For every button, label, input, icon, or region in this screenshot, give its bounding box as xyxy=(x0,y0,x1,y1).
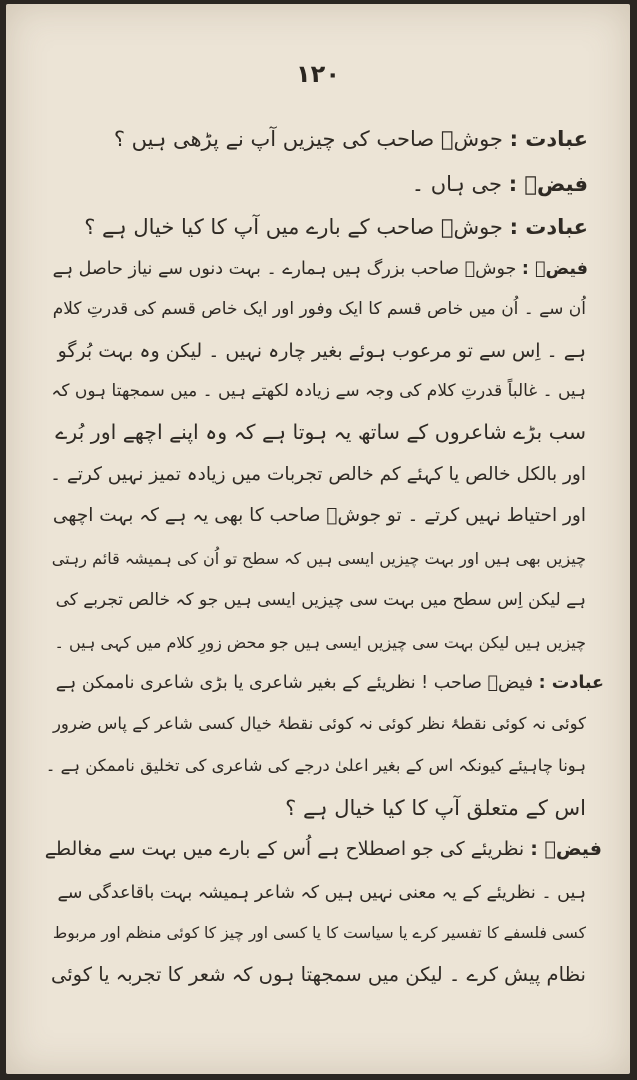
text-line xyxy=(53,254,588,284)
speaker-label: عبادت : xyxy=(509,127,588,151)
text-line xyxy=(412,169,588,199)
text-line xyxy=(84,212,588,242)
text-line xyxy=(55,417,586,447)
line-text: جوشؔ صاحب کے بارے میں آپ کا کیا خیال ہے ؟ xyxy=(84,215,510,239)
page-number: ۱۲۰ xyxy=(296,60,340,88)
text-line xyxy=(57,878,586,908)
speaker-label: فیضؔ : xyxy=(530,838,602,860)
text-body xyxy=(6,4,630,1074)
line-text: ہیں ۔ غالباً قدرتِ کلام کی وجہ سے زیادہ لکھتے ہیں ۔ میں سمجھتا ہوں کہ xyxy=(51,381,586,401)
text-line xyxy=(53,294,586,324)
text-line xyxy=(53,709,586,739)
text-line xyxy=(114,124,588,154)
speaker-label: فیضؔ : xyxy=(508,172,588,196)
line-text: چیزیں ہیں لیکن بہت سی چیزیں ایسی ہیں جو محض زورِ کلام میں کہی ہیں ۔ xyxy=(54,633,586,652)
line-text: نظام پیش کرے ۔ لیکن میں سمجھتا ہوں کہ شعر کا تجربہ یا کوئی xyxy=(50,963,586,986)
book-page xyxy=(6,4,630,1074)
text-line xyxy=(52,544,586,574)
text-line xyxy=(56,585,586,615)
line-text: کسی فلسفے کا تفسیر کرے یا سیاست کا یا کسی اور چیز کا کوئی منظم اور مربوط xyxy=(52,924,586,942)
line-text: جی ہاں ۔ xyxy=(411,172,509,196)
text-line xyxy=(51,960,586,990)
line-text: اُن سے ۔ اُن میں خاص قسم کا ایک وفور اور ایک خاص قسم کی قدرتِ کلام xyxy=(52,299,586,319)
line-text: جوشؔ صاحب کی چیزیں آپ نے پڑھی ہیں ؟ xyxy=(113,127,510,151)
line-text: اور احتیاط نہیں کرتے ۔ تو جوشؔ صاحب کا بھی یہ ہے کہ بہت اچھی xyxy=(52,505,586,526)
line-text: سب بڑے شاعروں کے ساتھ یہ ہوتا ہے کہ وہ اپنے اچھے اور بُرے xyxy=(55,420,586,444)
text-line xyxy=(53,501,586,531)
line-text: نظریئے کی جو اصطلاح ہے اُس کے بارے میں بہت سے مغالطے xyxy=(44,838,531,860)
text-line xyxy=(53,918,586,948)
text-line xyxy=(45,834,602,864)
line-text: ہونا چاہیئے کیونکہ اس کے بغیر اعلیٰ درجے کی شاعری کی تخلیق ناممکن ہے ۔ xyxy=(45,756,586,775)
line-text: اور بالکل خالص یا کہئے کم خالص تجربات میں زیادہ تمیز نہیں کرتے ۔ xyxy=(50,464,586,485)
text-line xyxy=(55,628,587,658)
line-text: اس کے متعلق آپ کا کیا خیال ہے ؟ xyxy=(285,796,586,820)
line-text: ہیں ۔ نظریئے کے یہ معنی نہیں ہیں کہ شاعر ہمیشہ بہت باقاعدگی سے xyxy=(57,883,586,903)
line-text: فیضؔ صاحب ! نظریئے کے بغیر شاعری یا بڑی شاعری ناممکن ہے xyxy=(55,673,539,693)
speaker-label: فیضؔ : xyxy=(521,259,588,279)
line-text: جوشؔ صاحب بزرگ ہیں ہمارے ۔ بہت دنوں سے نیاز حاصل ہے xyxy=(52,259,522,279)
text-line xyxy=(56,668,604,698)
text-line xyxy=(51,376,586,406)
speaker-label: عبادت : xyxy=(509,215,588,239)
speaker-label: عبادت : xyxy=(538,673,604,693)
text-line xyxy=(46,751,586,781)
text-line xyxy=(285,793,586,823)
line-text: چیزیں بھی ہیں اور بہت چیزیں ایسی ہیں کہ سطح تو اُن کی ہمیشہ قائم رہتی xyxy=(51,549,586,568)
text-line xyxy=(58,336,586,366)
line-text: ہے ۔ اِس سے تو مرعوب ہوئے بغیر چارہ نہیں ۔ لیکن وہ بہت بُرگو xyxy=(57,340,586,362)
line-text: ہے لیکن اِس سطح میں بہت سی چیزیں ایسی ہیں جو کہ خالص تجربے کی xyxy=(55,590,586,610)
line-text: کوئی نہ کوئی نقطۂ نظر کوئی نہ کوئی نقطۂ خیال کسی شاعر کے پاس ضرور xyxy=(52,714,586,733)
text-line xyxy=(50,460,586,490)
